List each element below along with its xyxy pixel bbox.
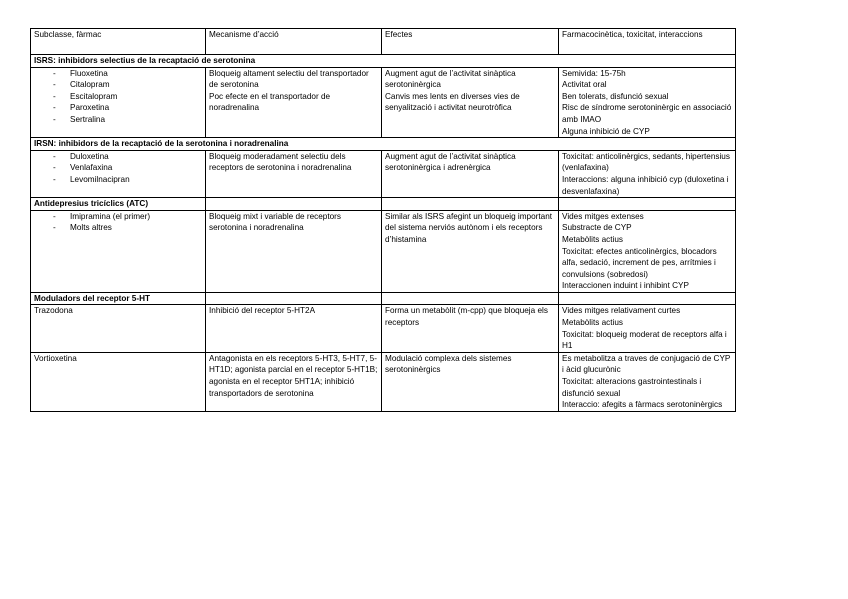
pk-line: Interaccio: afegits a fàrmacs serotoninèrgics — [562, 400, 723, 410]
section-title: Antidepresius tricíclics (ATC) — [31, 198, 206, 211]
pk-cell — [559, 150, 736, 197]
pk-cell — [559, 67, 736, 138]
drug-name-cell: Vortioxetina — [31, 352, 206, 411]
section-row-atc — [31, 198, 736, 211]
header-pk: Farmacocinètica, toxicitat, interaccions — [559, 29, 736, 55]
drug-item: - Citalopram — [34, 79, 202, 91]
drug-item: - Levomilnacipran — [34, 174, 202, 186]
pk-line: Substracte de CYP — [562, 223, 632, 233]
table-row — [31, 210, 736, 292]
mechanism-cell — [206, 67, 382, 138]
section-title: ISRS: inhibidors selectius de la recaptació de serotonina — [31, 55, 382, 68]
effects-line: Similar als ISRS afegint un bloqueig important del sistema nerviós autònom i els receptors d’histamina — [385, 211, 553, 244]
pk-line: Alguna inhibició de CYP — [562, 126, 650, 136]
effects-cell — [382, 210, 559, 292]
effects-line: Augment agut de l’activitat sinàptica serotoninèrgica — [385, 68, 516, 90]
pk-line: Activitat oral — [562, 80, 607, 90]
effects-cell — [382, 305, 559, 352]
drug-list — [34, 151, 202, 186]
mechanism-line: Bloqueig altament selectiu del transportador de serotonina — [209, 68, 369, 90]
pk-line: Interaccions: alguna inhibició cyp (duloxetina i desvenlafaxina) — [562, 174, 729, 196]
effects-cell — [382, 150, 559, 197]
pk-line: Semivida: 15-75h — [562, 68, 626, 78]
drug-item: - Paroxetina — [34, 102, 202, 114]
pk-line: Toxicitat: bloqueig moderat de receptors alfa i H1 — [562, 329, 727, 351]
mechanism-cell — [206, 210, 382, 292]
drug-list-cell — [31, 150, 206, 197]
effects-cell — [382, 352, 559, 411]
pk-line: Risc de síndrome serotoninèrgic en associació amb IMAO — [562, 103, 732, 124]
table-row — [31, 305, 736, 352]
pk-line: Ben tolerats, disfunció sexual — [562, 91, 669, 101]
drug-item: - Sertralina — [34, 114, 202, 126]
effects-line: Forma un metabòlit (m-cpp) que bloqueja els receptors — [385, 306, 548, 328]
mechanism-cell — [206, 305, 382, 352]
drug-item: - Duloxetina — [34, 151, 202, 163]
effects-line: Modulació complexa dels sistemes serotoninèrgics — [385, 353, 512, 375]
mechanism-line: Bloqueig moderadament selectiu dels receptors de serotonina i noradrenalina — [209, 151, 352, 173]
drug-list-cell — [31, 67, 206, 138]
section-row-isrs — [31, 55, 736, 68]
header-effects: Efectes — [382, 29, 559, 55]
table-row — [31, 150, 736, 197]
section-title: IRSN: inhibidors de la recaptació de la serotonina i noradrenalina — [31, 138, 382, 151]
effects-line: Canvis mes lents en diverses vies de senyalització i activitat neurotròfica — [385, 91, 520, 113]
drug-item: - Imipramina (el primer) — [34, 211, 202, 223]
section-row-5ht — [31, 292, 736, 305]
pk-cell — [559, 305, 736, 352]
mechanism-line: Inhibició del receptor 5-HT2A — [209, 306, 316, 316]
effects-line: Augment agut de l’activitat sinàptica serotoninèrgica i adrenèrgica — [385, 151, 516, 173]
mechanism-cell — [206, 150, 382, 197]
drug-name-cell: Trazodona — [31, 305, 206, 352]
pk-cell — [559, 352, 736, 411]
drug-item: - Molts altres — [34, 222, 202, 234]
pk-line: Metabòlits actius — [562, 318, 623, 328]
drug-list — [34, 68, 202, 126]
mechanism-line: Poc efecte en el transportador de noradrenalina — [209, 91, 331, 113]
drug-item: - Escitalopram — [34, 91, 202, 103]
drug-item: - Venlafaxina — [34, 162, 202, 174]
table-row — [31, 67, 736, 138]
pk-line: Es metabolitza a traves de conjugació de CYP i àcid glucurònic — [562, 353, 731, 375]
drug-item: - Fluoxetina — [34, 68, 202, 80]
pk-line: Vides mitges relativament curtes — [562, 306, 681, 316]
pk-line: Toxicitat: alteracions gastrointestinals i disfunció sexual — [562, 377, 702, 398]
pk-cell — [559, 210, 736, 292]
header-mechanism: Mecanisme d’acció — [206, 29, 382, 55]
header-subclass: Subclasse, fàrmac — [31, 29, 206, 55]
section-row-irsn — [31, 138, 736, 151]
mechanism-line: Antagonista en els receptors 5-HT3, 5-HT7, 5-HT1D; agonista parcial en el receptor 5-HT1B; agonista en el receptor 5HT1A; inhibició transportadors de serotonina — [209, 353, 378, 398]
drug-list — [34, 211, 202, 234]
pk-line: Toxicitat: efectes anticolinèrgics, blocadors alfa, sedació, increment de pes, arrítmies i convulsions (sobredosi) — [562, 246, 717, 279]
pk-line: Interaccionen induint i inhibint CYP — [562, 281, 689, 291]
pk-line: Toxicitat: anticolinèrgics, sedants, hipertensius (venlafaxina) — [562, 151, 730, 173]
drug-list-cell — [31, 210, 206, 292]
section-title: Moduladors del receptor 5-HT — [31, 292, 206, 305]
effects-cell — [382, 67, 559, 138]
table-row — [31, 352, 736, 411]
pk-line: Vides mitges extenses — [562, 211, 644, 221]
header-row — [31, 29, 736, 55]
pharmacology-table — [30, 28, 736, 412]
pk-line: Metabòlits actius — [562, 234, 623, 244]
mechanism-line: Bloqueig mixt i variable de receptors serotonina i noradrenalina — [209, 211, 341, 233]
mechanism-cell — [206, 352, 382, 411]
